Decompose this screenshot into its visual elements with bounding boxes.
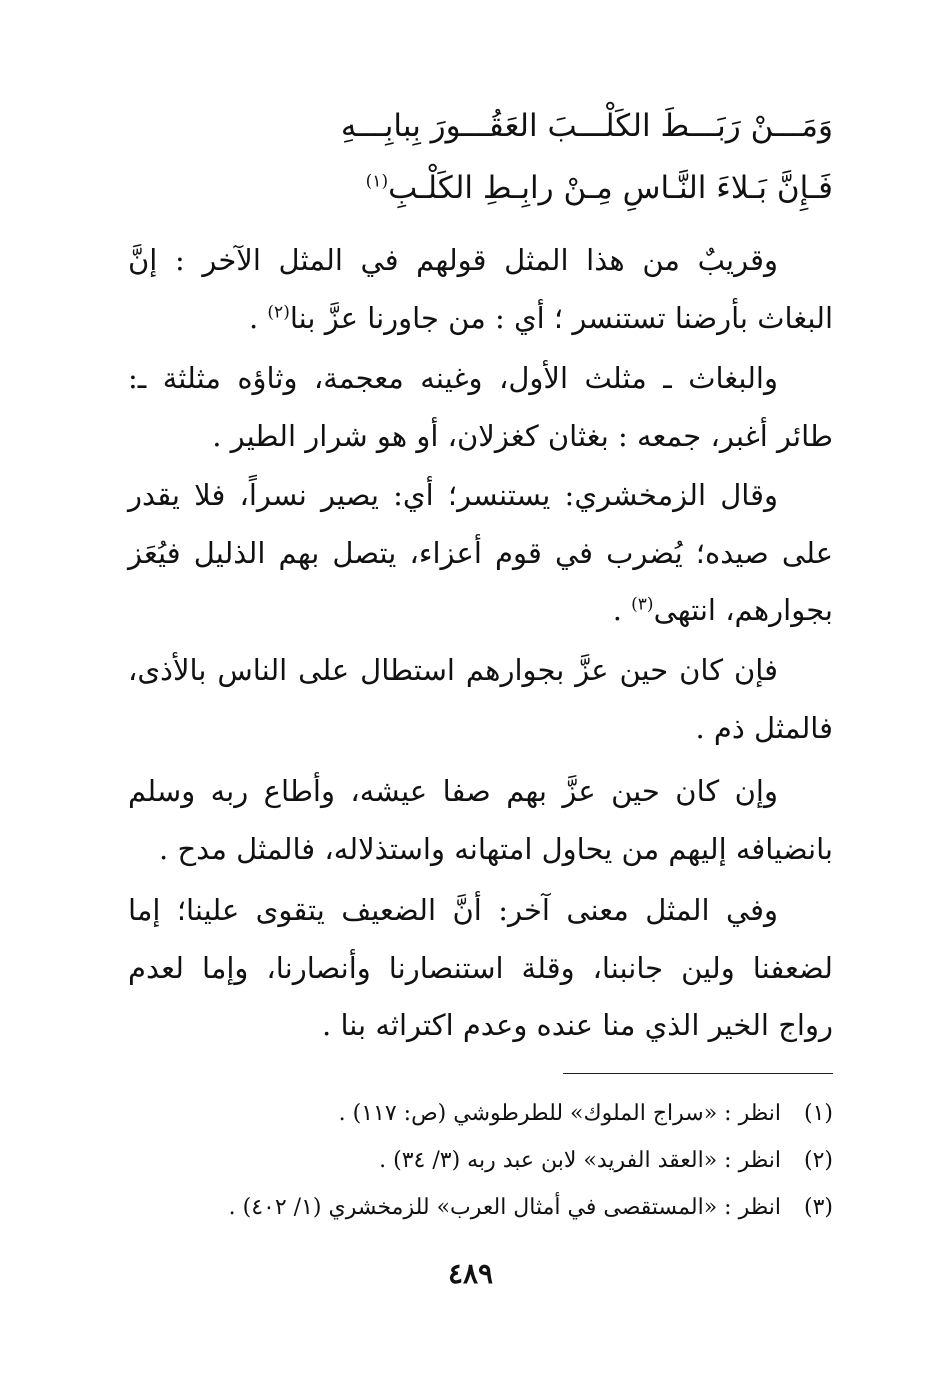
footnote-1-text: انظر : «سراج الملوك» للطرطوشي (ص: ١١٧) . [338, 1101, 781, 1126]
paragraph-3-text: وقال الزمخشري: يستنسر؛ أي: يصير نسراً، فلا يقدر على صيده؛ يُضرب في قوم أعزاء، يتصل بهم الذليل فيُعَز بجوارهم، انتهى [128, 478, 833, 627]
footnote-divider [563, 1073, 833, 1074]
poem-verse-line-2-text: فَـإِنَّ بَـلاءَ النَّـاسِ مِـنْ رابِـطِ الكَلْـبِ [388, 170, 833, 206]
footnote-3-number: (٣) [803, 1195, 833, 1220]
page-number: ٤٨٩ [447, 1257, 494, 1290]
footnote-reference-3[interactable]: (٣) [631, 594, 654, 615]
footnote-3-text: انظر : «المستقصى في أمثال العرب» للزمخشري (١/ ٤٠٢) . [228, 1195, 781, 1220]
paragraph-2-text: والبغاث ـ مثلث الأول، وغينه معجمة، وثاؤه مثلثة ـ: طائر أغبر، جمعه : بغثان كغزلان، أو هو شرار الطير . [128, 361, 833, 453]
poem-verse-line-1: وَمَـــنْ رَبَـــطَ الكَلْـــبَ العَقُـــورَ بِبابِـــهِ [340, 108, 833, 144]
paragraph-4 [128, 642, 833, 757]
paragraph-5-text: وإن كان حين عزَّ بهم صفا عيشه، وأطاع ربه وسلم بانضيافه إليهم من يحاول امتهانه واستذلاله، فالمثل مدح . [128, 774, 833, 866]
poem-verse-line-2 [366, 166, 833, 210]
paragraph-1-text: وقريبٌ من هذا المثل قولهم في المثل الآخر : إنَّ البغاث بأرضنا تستنسر ؛ أي : من جاورنا عزَّ بنا [128, 243, 833, 335]
footnote-reference-1[interactable]: (١) [365, 171, 389, 192]
paragraph-3 [128, 467, 833, 640]
paragraph-5 [128, 763, 833, 878]
footnote-2-text: انظر : «العقد الفريد» لابن عبد ربه (٣/ ٣٤) . [379, 1148, 781, 1173]
paragraph-2 [128, 350, 833, 465]
paragraph-1-end: . [248, 300, 268, 335]
footnote-1-number: (١) [803, 1101, 833, 1126]
paragraph-1 [128, 232, 833, 347]
footnote-reference-2[interactable]: (٢) [267, 301, 290, 322]
paragraph-4-text: فإن كان حين عزَّ بجوارهم استطال على الناس بالأذى، فالمثل ذم . [128, 653, 833, 745]
footnote-1 [128, 1090, 833, 1137]
paragraph-6 [128, 882, 833, 1055]
footnote-2 [128, 1137, 833, 1184]
footnote-3 [128, 1184, 833, 1231]
paragraph-3-end: . [612, 593, 632, 627]
footnotes-section [128, 1090, 833, 1231]
footnote-2-number: (٢) [803, 1148, 833, 1173]
paragraph-6-text: وفي المثل معنى آخر: أنَّ الضعيف يتقوى علينا؛ إما لضعفنا ولين جانبنا، وقلة استنصارنا وأنصارنا، وإما لعدم رواج الخير الذي منا عنده وعدم اكتراثه بنا . [128, 893, 833, 1042]
